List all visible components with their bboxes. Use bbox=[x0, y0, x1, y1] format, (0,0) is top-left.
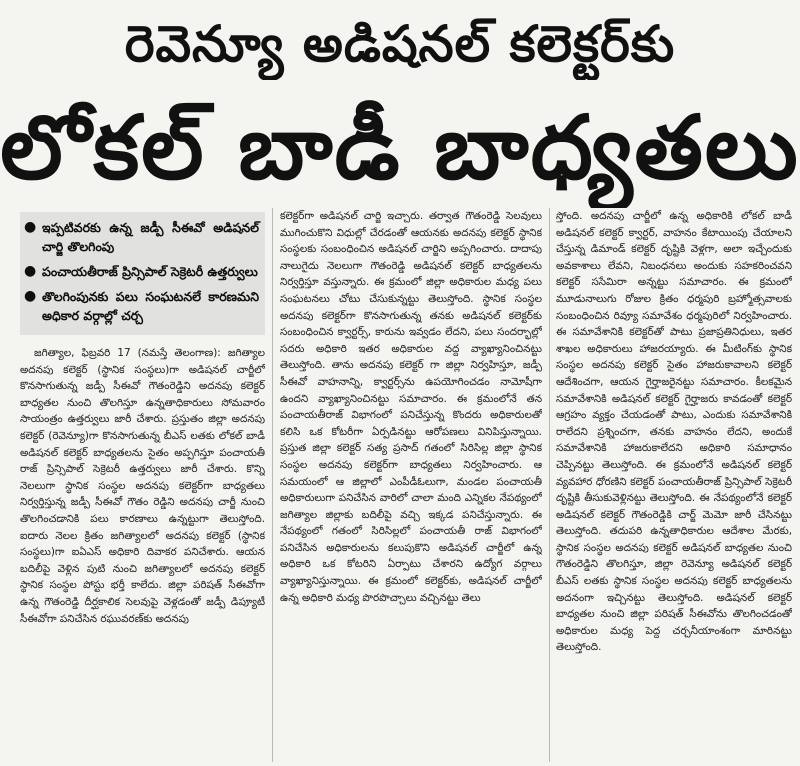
highlight-text: తొలగింపునకు పలు సంఘటనలే కారణమని అధికార వర్గాల్లో చర్చ bbox=[42, 289, 259, 323]
column-divider bbox=[272, 208, 273, 762]
bullet-icon: ● bbox=[24, 288, 37, 304]
highlight-item bbox=[24, 287, 259, 325]
column-divider bbox=[549, 208, 550, 762]
bullet-icon: ● bbox=[24, 263, 37, 279]
headline-line-2: లోకల్ బాడీ బాధ్యతలు bbox=[0, 96, 800, 199]
highlight-text: ఇప్పటివరకు ఉన్న జడ్పీ సీఈవో అడిషనల్ చార్జి తొలగింపు bbox=[42, 220, 259, 254]
article-column-3 bbox=[556, 208, 792, 762]
highlight-item bbox=[24, 218, 259, 256]
article-column-1 bbox=[20, 208, 265, 762]
bullet-icon: ● bbox=[24, 219, 37, 235]
article-body-text: జగిత్యాల, ఫిబ్రవరి 17 (నమస్తే తెలంగాణ): జగిత్యాల అదనపు కలెక్టర్ (స్థానిక సంస్థలు)గా అడిషనల్ చార్జీలో కొనసాగుతున్న జడ్పీ సీఈవో గౌతంరెడ్డిని అదనపు కలెక్టర్ బాధ్యతల నుంచి తొలగిస్తూ ఉన్నతాధికారులు సోమవారం సాయంత్రం ఉత్తర్వులు జారీ చేశారు. ప్రస్తుతం జిల్లా అదనపు కలెక్టర్ (రెవెన్యూ)గా కొనసాగుతున్న బీఎస్ లతకు లోకల్ బాడీ అడిషనల్ కలెక్టర్ బాధ్యతలను సైతం అప్పగిస్తూ పంచాయతీ రాజ్ ప్రిన్సిపాల్ సెక్రెటరీ ఉత్తర్వులు జారీ చేశారు. కొన్ని నెలలుగా స్థానిక సంస్థల అదనపు కలెక్టర్‌గా బాధ్యతలు నిర్వర్తిస్తున్న జడ్పీ సీఈవో గౌతం రెడ్డిని అదనపు చార్జీ నుంచి తొలగించడానికి పలు కారణాలు ఉన్నట్టుగా తెలుస్తోంది. ఐదారు నెలల క్రితం జగిత్యాలలో అదనపు కలెక్టర్ (స్థానిక సంస్థలు)గా ఐఏఎస్ అధికారి దివాకర పనిచేశారు. ఆయన బదిలీపై వెళ్లిన పుటి నుంచి జగిత్యాలలో అదనపు కలెక్టర్ స్థానిక సంస్థల పోస్టు భర్తీ కాలేదు. జిల్లా పరిషత్ సీఈవోగా ఉన్న గౌతంరెడ్డి దీర్ఘకాలిక సెలవుపై వెళ్లడంతో జడ్పీ డిప్యూటీ సీఈవోగా పనిచేసిన రఘువరణ్‌కు అదనపు bbox=[20, 347, 265, 625]
highlight-item bbox=[24, 262, 259, 281]
article-column-2 bbox=[280, 208, 542, 762]
article-body-text: కలెక్టర్‌గా అడిషనల్ చార్జి ఇచ్చారు. తర్వాత గౌతంరెడ్డి సెలవులు ముగించుకొని విధుల్లో చేరడంతో ఆయనకు అదనపు కలెక్టర్ స్థానిక సంస్థలకు సంబంధించిన అడిషనల్ చార్జిని అప్పగించారు. దాదాపు నాలుగైదు నెలలుగా గౌతంరెడ్డి అడిషనల్ కలెక్టర్ బాధ్యతలను నిర్వర్తిస్తూ వస్తున్నారు. ఈ క్రమంలో జిల్లా అధికారుల మధ్య పలు సంఘటనలు చోటు చేసుకున్నట్టు తెలుస్తోంది. స్థానిక సంస్థల అదనపు కలెక్టర్‌గా కొనసాగుతున్న తనకు అడిషనల్ కలెక్టర్‌కు సంబంధించిన క్వార్టర్స్, కారును ఇవ్వడం లేదని, పలు సందర్భాల్లో సదరు అధికారి ఇతర అధికారుల వద్ద వ్యాఖ్యానించినట్టు తెలుస్తోంది. తాను అదనపు కలెక్టర్ గా జిల్లా నిర్వహిస్తూ, జడ్పీ సీఈవో వాహనాన్ని, క్వార్టర్స్‌ను ఉపయోగించడం నామోషీగా ఉందని వ్యాఖ్యానించినట్టు సమాచారం. ఈ క్రమంలోనే తన పంచాయతీరాజ్ విభాగంలో పనిచేస్తున్న కొందరు అధికారులతో కలిసి ఒక కోటరీగా ఏర్పడినట్టు ఆరోపణలు వినిపిస్తున్నాయి. ప్రస్తుత జిల్లా కలెక్టర్ సత్య ప్రసాద్ గతంలో సిరిసిల్ల జిల్లా స్థానిక సంస్థల అదనపు కలెక్టర్‌గా బాధ్యతలు నిర్వహించారు. ఆ సమయంలో ఆ జిల్లాలో ఎంపీడీఓలుగా, మండల పంచాయతీ అధికారులుగా పనిచేసిన వారిలో చాలా మంది ఎన్నికల నేపథ్యంలో జగిత్యాల జిల్లాకు బదిలీపై వచ్చి ఇక్కడ పనిచేస్తున్నారు. ఈ నేపథ్యంలో గతంలో సిరిసిల్లలో పంచాయతీ రాజ్ విభాగంలో పనిచేసిన అధికారులను కలుపుకొని అడిషనల్ చార్జీలో ఉన్న అధికారి ఒక కోటరిని ఏర్పాటు చేశారని ఉద్యోగ వర్గాలు వ్యాఖ్యానిస్తున్నాయి. ఈ క్రమంలో కలెక్టర్‌కు, అడిషనల్ చార్జీలో ఉన్న అధికారి మధ్య పొరపొచ్చాలు వచ్చినట్టు తెలు bbox=[280, 210, 542, 604]
headline-line-1: రెవెన్యూ అడిషనల్ కలెక్టర్‌కు bbox=[124, 15, 676, 73]
highlight-text: పంచాయతీరాజ్ ప్రిన్సిపాల్ సెక్రెటరీ ఉత్తర్వులు bbox=[42, 264, 258, 279]
article-body-text: స్తోంది. అదనపు చార్జీలో ఉన్న అధికారికి లోకల్ బాడీ అడిషనల్ కలెక్టర్ క్వార్టర్, వాహనం కేటాయింపు చేయాలని చేస్తున్న డిమాండ్ కలెక్టర్ దృష్టికి వెళ్లగా, అలా ఇచ్చేందుకు అవకాశాలు లేవని, నిబంధనలు అందుకు సహకరించవని కలెక్టర్ ససేమిరా అన్నట్టు సమాచారం. ఈ క్రమంలో మూడునాలుగు రోజుల క్రితం ధర్మపురి బ్రహ్మోత్సవాలకు సంబంధించిన రివ్యూ సమావేశం ధర్మపురిలో నిర్వహించారు. ఈ సమావేశానికి కలెక్టర్‌తో పాటు ప్రజాప్రతినిధులు, ఇతర శాఖల అధికారులు హాజరయ్యారు. ఈ మీటింగ్‌కు స్థానిక సంస్థల అదనపు కలెక్టర్ సైతం హాజరుకావాలని కలెక్టర్ ఆదేశించగా, ఆయన గైర్హాజరైనట్టు సమాచారం. కీలకమైన సమావేశానికి అడిషనల్ కలెక్టర్ గైర్హాజరు కావడంతో కలెక్టర్ ఆగ్రహం వ్యక్తం చేయడంతో పాటు, ఎందుకు సమావేశానికి రాలేదని ప్రశ్నించగా, తనకు వాహనం లేదని, అందుకే సమావేశానికి హాజరుకాలేదని అధికారి సమాధానం చెప్పినట్టు తెలుస్తోంది. ఈ క్రమంలోనే అడిషనల్ కలెక్టర్ వ్యవహార ధోరణిని కలెక్టర్ పంచాయతీరాజ్ ప్రిన్సిపాల్ సెక్రెటరీ దృష్టికి తీసుకువెళ్లినట్టు తెలుస్తోంది. ఈ నేపథ్యంలోనే కలెక్టర్ అడిషనల్ కలెక్టర్ గౌతంరెడ్డికి చార్జ్ మెమో జారీ చేసినట్టు తెలుస్తోంది. తదుపరి ఉన్నతాధికారుల ఆదేశాల మేరకు, స్థానిక సంస్థల అదనపు కలెక్టర్ అడిషనల్ బాధ్యతల నుంచి గౌతంరెడ్డిని తొలగిస్తూ, జిల్లా రెవెన్యూ అడిషనల్ కలెక్టర్ బీఎస్ లతకు స్థానిక సంస్థల అదనపు కలెక్టర్ బాధ్యతలను అదనంగా ఇచ్చినట్టు తెలుస్తోంది. అడిషనల్ కలెక్టర్ బాధ్యతల నుంచి జిల్లా పరిషత్ సీఈవోను తొలగించడంతో అధికారుల మధ్య పెద్ద చర్చనీయాంశంగా మారినట్టు తెలుస్తోంది. bbox=[556, 210, 792, 654]
highlights-box bbox=[20, 212, 265, 335]
